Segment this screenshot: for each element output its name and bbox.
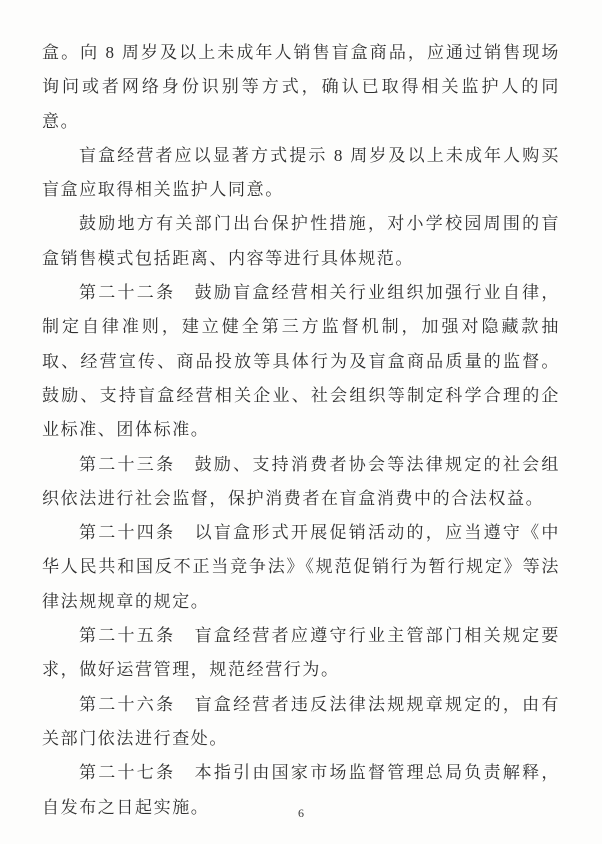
paragraph: 鼓励地方有关部门出台保护性措施，对小学校园周围的盲盒销售模式包括距离、内容等进行具体规范。 <box>42 214 560 268</box>
document-body-text <box>42 36 560 825</box>
page-number: 6 <box>298 806 304 820</box>
page-footer <box>0 804 602 822</box>
paragraph-continuation: 盒。向 8 周岁及以上未成年人销售盲盒商品，应通过销售现场询问或者网络身份识别等方式，确认已取得相关监护人的同意。 <box>42 43 560 131</box>
paragraph-article-26: 第二十六条 盲盒经营者违反法律法规规章规定的，由有关部门依法进行查处。 <box>42 694 560 748</box>
paragraph-article-24: 第二十四条 以盲盒形式开展促销活动的，应当遵守《中华人民共和国反不正当竞争法》《规范促销行为暂行规定》等法律法规规章的规定。 <box>42 523 560 611</box>
paragraph-article-27: 第二十七条 本指引由国家市场监督管理总局负责解释，自发布之日起实施。 <box>42 763 560 817</box>
paragraph-article-23: 第二十三条 鼓励、支持消费者协会等法律规定的社会组织依法进行社会监督，保护消费者在盲盒消费中的合法权益。 <box>42 454 560 508</box>
paragraph-article-25: 第二十五条 盲盒经营者应遵守行业主管部门相关规定要求，做好运营管理，规范经营行为。 <box>42 626 560 680</box>
paragraph-article-22: 第二十二条 鼓励盲盒经营相关行业组织加强行业自律，制定自律准则，建立健全第三方监督机制，加强对隐藏款抽取、经营宣传、商品投放等具体行为及盲盒商品质量的监督。鼓励、支持盲盒经营相关企业、社会组织等制定科学合理的企业标准、团体标准。 <box>42 283 560 440</box>
paragraph: 盲盒经营者应以显著方式提示 8 周岁及以上未成年人购买盲盒应取得相关监护人同意。 <box>42 145 560 200</box>
